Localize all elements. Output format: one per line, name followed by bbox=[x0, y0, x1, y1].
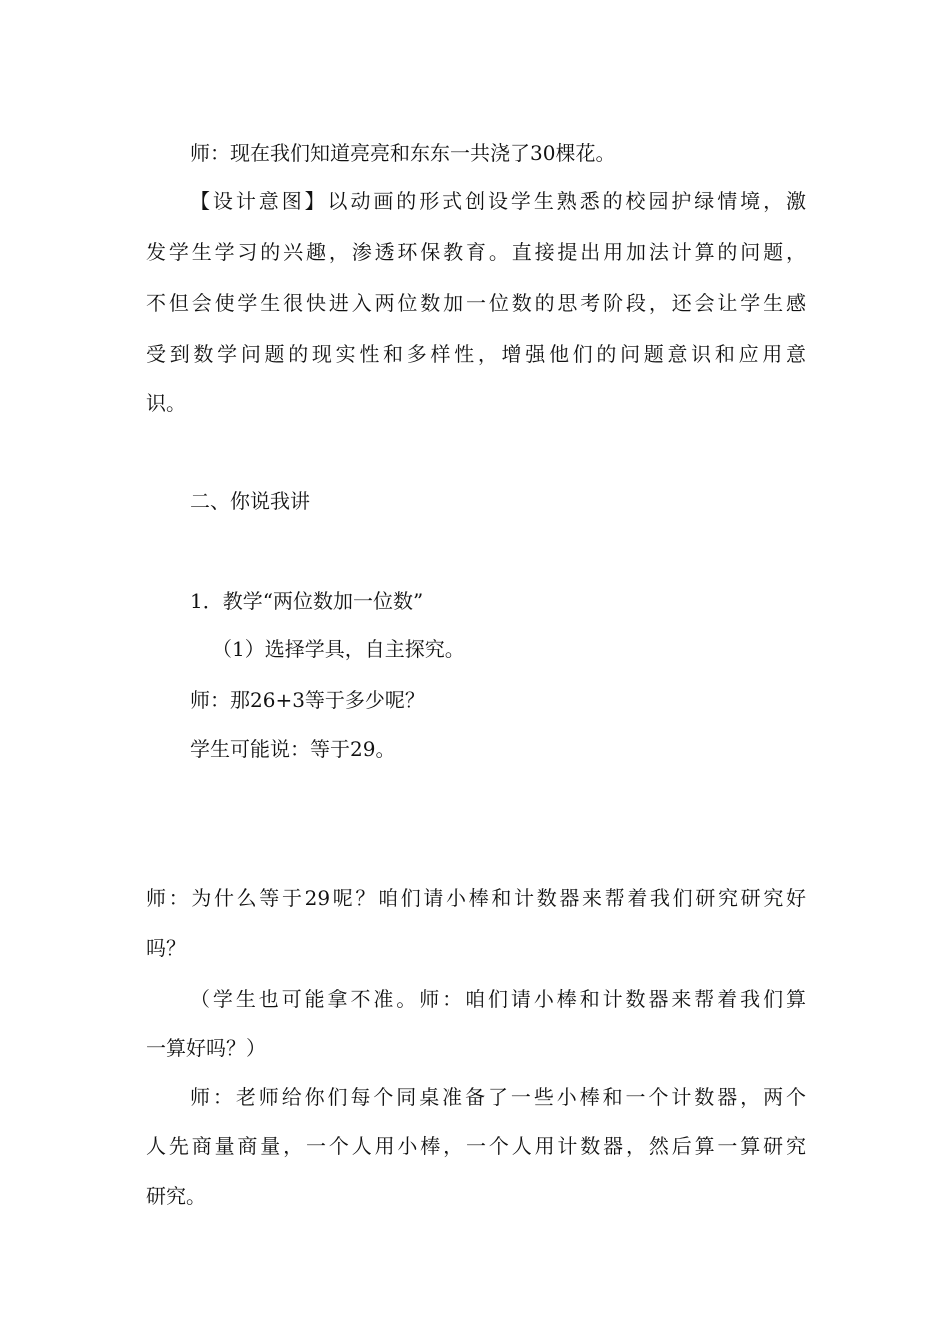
teacher-instruction-line-1: 师：老师给你们每个同桌准备了一些小棒和一个计数器，两个 bbox=[190, 1085, 806, 1109]
teacher-question: 师：那26+3等于多少呢？ bbox=[190, 688, 425, 712]
student-answer: 学生可能说：等于29。 bbox=[190, 737, 396, 761]
paragraph-teacher-total: 师：现在我们知道亮亮和东东一共浇了30棵花。 bbox=[190, 141, 616, 165]
teacher-why-line-2: 吗？ bbox=[146, 936, 186, 960]
design-intent-line-1: 【设计意图】以动画的形式创设学生熟悉的校园护绿情境，激 bbox=[190, 189, 806, 213]
design-intent-line-2: 发学生学习的兴趣，渗透环保教育。直接提出用加法计算的问题， bbox=[146, 240, 806, 264]
student-unsure-line-2: 一算好吗？） bbox=[146, 1036, 266, 1060]
student-unsure-line-1: （学生也可能拿不准。师：咱们请小棒和计数器来帮着我们算 bbox=[190, 987, 806, 1011]
subsection-heading-1: 1．教学“两位数加一位数” bbox=[190, 589, 424, 613]
sub-item-1: （1）选择学具，自主探究。 bbox=[212, 637, 465, 661]
section-heading-2: 二、你说我讲 bbox=[190, 489, 310, 513]
design-intent-line-5: 识。 bbox=[146, 391, 186, 415]
teacher-instruction-line-3: 研究。 bbox=[146, 1184, 206, 1208]
design-intent-line-4: 受到数学问题的现实性和多样性，增强他们的问题意识和应用意 bbox=[146, 342, 806, 366]
teacher-instruction-line-2: 人先商量商量，一个人用小棒，一个人用计数器，然后算一算研究 bbox=[146, 1134, 806, 1158]
teacher-why-line-1: 师：为什么等于29呢？咱们请小棒和计数器来帮着我们研究研究好 bbox=[146, 886, 806, 910]
design-intent-line-3: 不但会使学生很快进入两位数加一位数的思考阶段，还会让学生感 bbox=[146, 291, 806, 315]
